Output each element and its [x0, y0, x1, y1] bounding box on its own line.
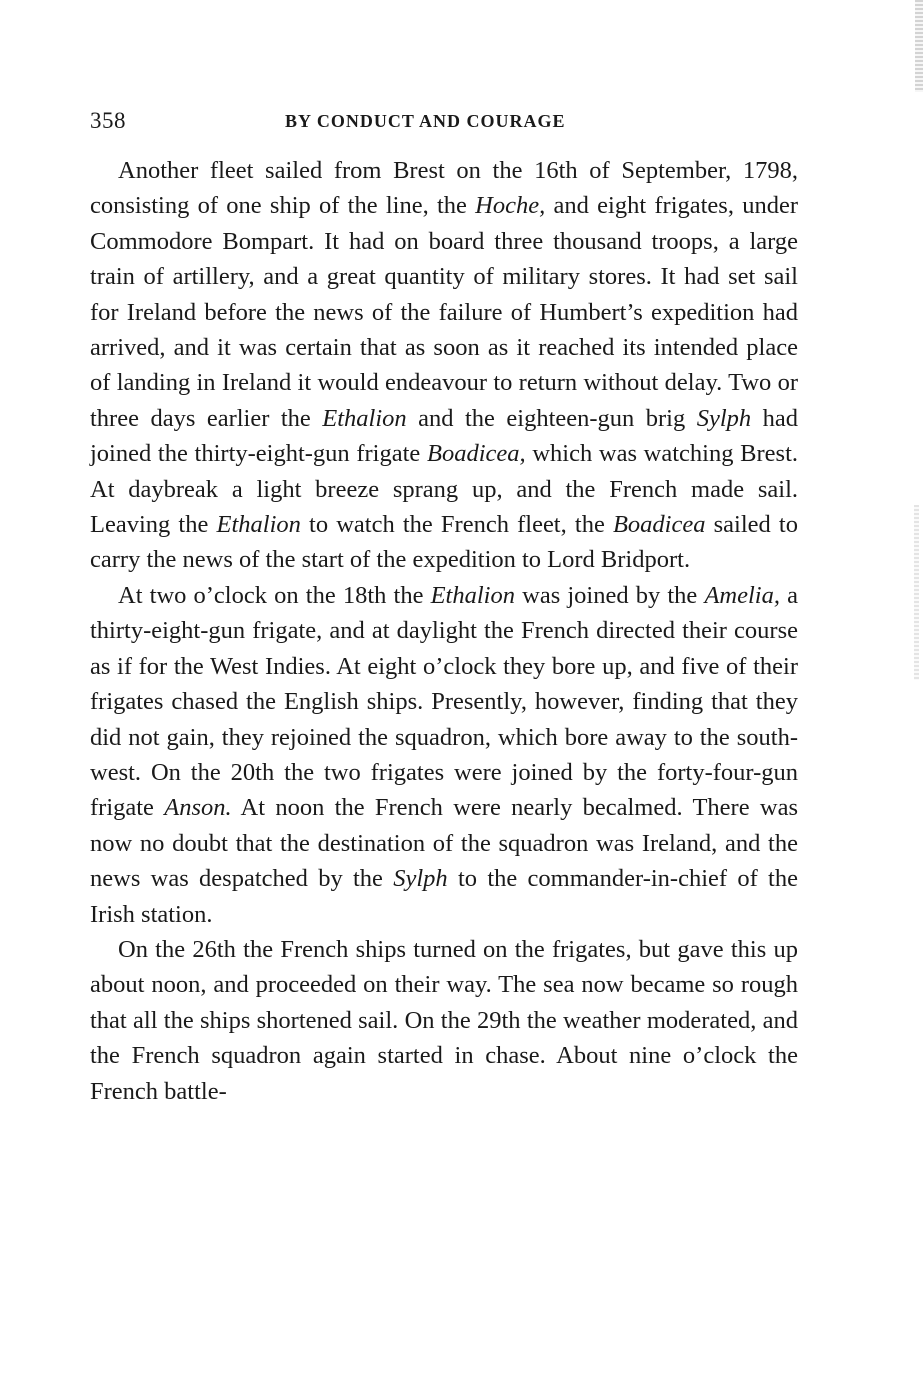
text-run: had joined the thirty-eight-gun frigate	[90, 404, 799, 468]
text-run: and the eighteen-gun brig	[406, 404, 697, 432]
italic-ship-name: Sylph	[393, 865, 448, 893]
italic-ship-name: Ethalion	[216, 511, 301, 539]
italic-ship-name: Hoche,	[475, 192, 546, 220]
page-number: 358	[90, 108, 126, 133]
italic-ship-name: Ethalion	[322, 404, 407, 432]
text-run: On the 26th the French ships turned on the frigates, but gave this up about noon, and proceeded on their way. The sea now became so rough that all the ships shortened sail. On the 29th the weather moderated, and the French squadron again started in chase. About nine o’clock the French battle-	[90, 935, 798, 1105]
text-run: which was watching Brest. At daybreak a light breeze sprang up, and the French made sail. Leaving the	[90, 440, 799, 539]
italic-ship-name: Boadicea	[612, 511, 706, 539]
text-run: to watch the French fleet, the	[300, 511, 613, 539]
italic-ship-name: Anson.	[164, 794, 232, 822]
paragraph	[90, 932, 798, 1109]
text-run: and eight frigates, under Commodore Bompart. It had on board three thousand troops, a large train of artillery, and a great quantity of military stores. It had set sail for Ireland before the news of the failure of Humbert’s expedition had arrived, and it was certain that as soon as it reached its intended place of landing in Ireland it would endeavour to return without delay. Two or three days earlier the	[90, 192, 799, 432]
italic-ship-name: Sylph	[696, 404, 752, 432]
scan-edge-mark	[914, 505, 919, 680]
italic-ship-name: Amelia,	[704, 581, 780, 609]
text-run: At noon the French were nearly becalmed. There was now no doubt that the destination of the squadron was Ireland, and the news was despatched by the	[90, 794, 798, 893]
text-run: was joined by the	[514, 581, 705, 609]
text-run: At two o’clock on the 18th the	[118, 581, 431, 609]
paragraph	[90, 153, 798, 578]
running-head: BY CONDUCT AND COURAGE	[285, 111, 566, 131]
text-run: to the commander-in-chief of the Irish station.	[90, 865, 798, 928]
text-run: Another fleet sailed from Brest on the 16th of September, 1798, consisting of one ship of the line, the	[90, 157, 798, 220]
italic-ship-name: Ethalion	[430, 581, 515, 609]
italic-ship-name: Boadicea,	[426, 440, 526, 468]
paragraph	[90, 578, 798, 932]
page-header	[90, 108, 795, 138]
text-run: a thirty-eight-gun frigate, and at daylight the French directed their course as if for the West Indies. At eight o’clock they bore up, and five of their frigates chased the English ships. Presently, however, finding that they did not gain, they rejoined the squadron, which bore away to the south-west. On the 20th the two frigates were joined by the forty-four-gun frigate	[90, 581, 798, 822]
text-run: sailed to carry the news of the start of the expedition to Lord Bridport.	[90, 511, 798, 574]
scan-edge-mark	[915, 0, 923, 92]
body-text	[90, 153, 798, 1109]
